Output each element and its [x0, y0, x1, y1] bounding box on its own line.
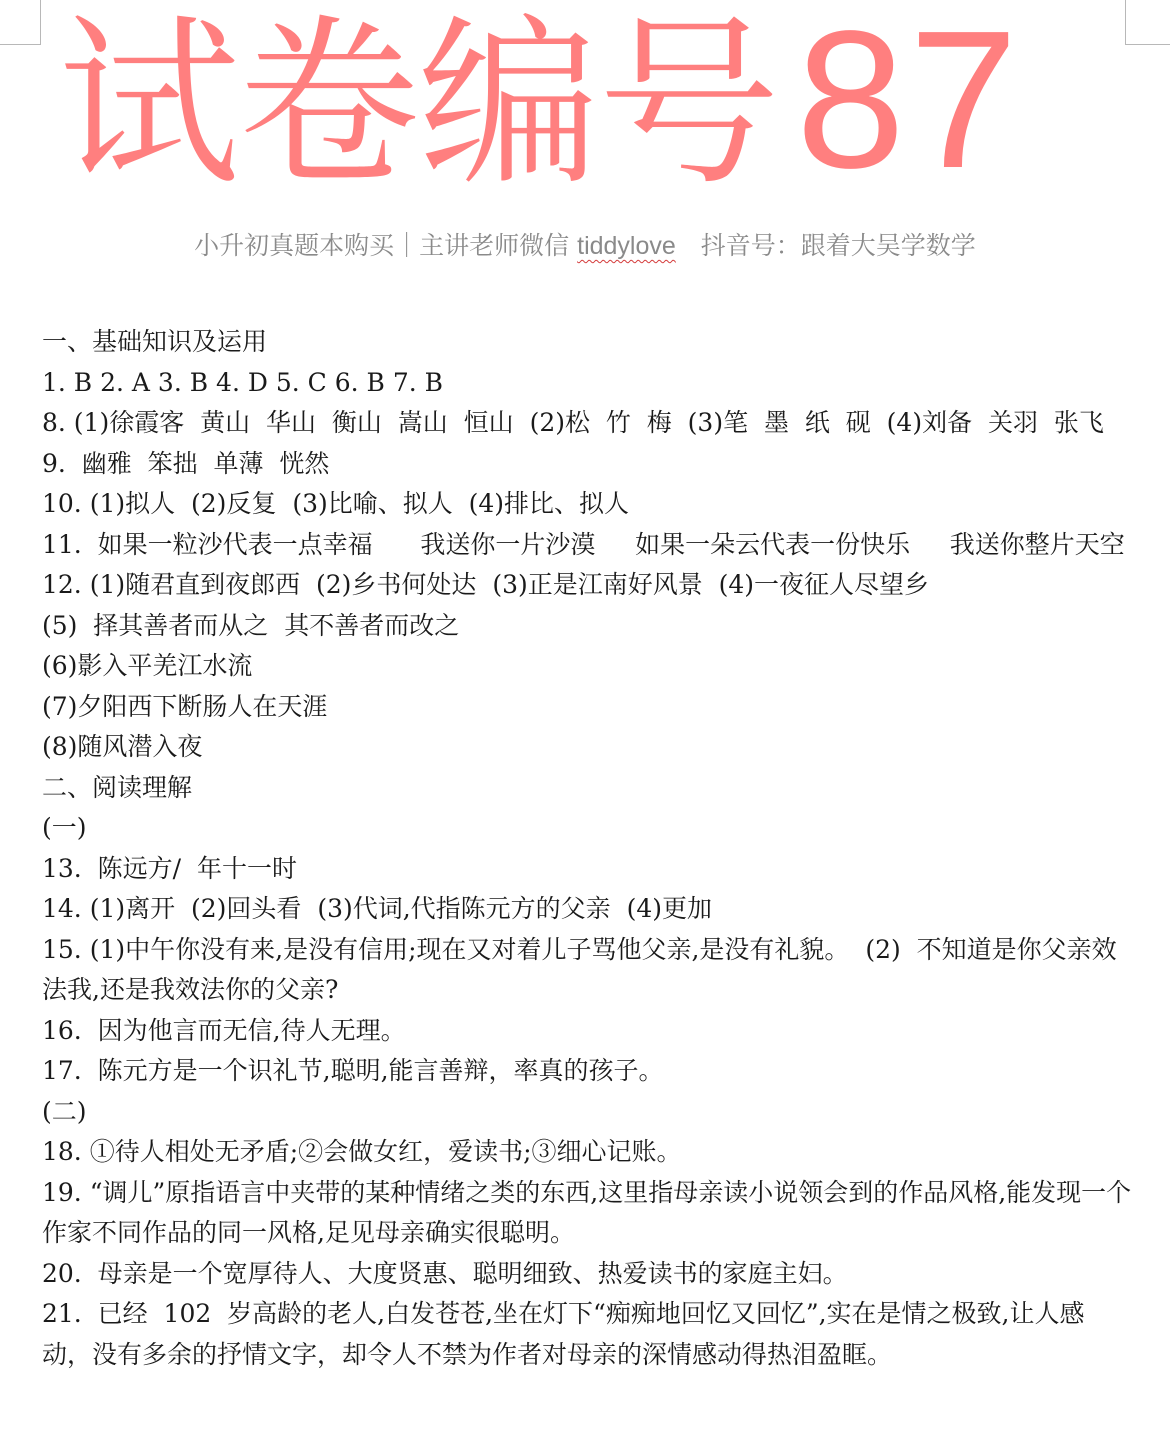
subsection-heading-1: (一)	[42, 813, 87, 842]
page-corner-mark-top-left	[0, 0, 41, 45]
promo-subtitle	[0, 226, 1170, 266]
section-heading-reading: 二、阅读理解	[42, 772, 193, 802]
answer-line-12-6: (6)影入平羌江水流	[42, 651, 253, 680]
subsection-heading-2: (二)	[42, 1096, 87, 1126]
answer-line-15: 15. (1)中午你没有来,是没有信用;现在又对着儿子骂他父亲,是没有礼貌。 (2) 不知道是你父亲效法我,还是我效法你的父亲?	[42, 934, 1117, 1004]
answer-line-18: 18. ①待人相处无矛盾;②会做女红，爱读书;③细心记账。	[42, 1137, 682, 1166]
answer-line-20: 20. 母亲是一个宽厚待人、大度贤惠、聪明细致、热爱读书的家庭主妇。	[42, 1258, 848, 1288]
wechat-id: tiddylove	[577, 232, 676, 260]
answer-line-9: 9. 幽雅 笨拙 单薄 恍然	[42, 448, 330, 478]
answer-line-21: 21. 已经 102 岁高龄的老人,白发苍苍,坐在灯下“痴痴地回忆又回忆”,实在是情之极致,让人感动，没有多余的抒情文字，却令人不禁为作者对母亲的深情感动得热泪盈眶。	[42, 1299, 1085, 1369]
answer-line-12: 12. (1)随君直到夜郎西 (2)乡书何处达 (3)正是江南好风景 (4)一夜征人尽望乡	[42, 570, 930, 599]
answer-line-11: 11. 如果一粒沙代表一点幸福 我送你一片沙漠 如果一朵云代表一份快乐 我送你整片天空	[42, 529, 1125, 559]
promo-subtitle-left: 小升初真题本购买｜主讲老师微信	[194, 231, 578, 260]
paper-number-title	[58, 0, 1138, 210]
answer-line-12-8: (8)随风潜入夜	[42, 732, 203, 761]
paper-number-value: 87	[796, 0, 1023, 209]
answer-line-12-7: (7)夕阳西下断肠人在天涯	[42, 691, 328, 721]
promo-subtitle-right: 抖音号：跟着大吴学数学	[675, 231, 976, 260]
answer-line-8: 8. (1)徐霞客 黄山 华山 衡山 嵩山 恒山 (2)松 竹 梅 (3)笔 墨 纸 砚 (4)刘备 关羽 张飞	[42, 408, 1104, 437]
answer-line-16: 16. 因为他言而无信,待人无理。	[42, 1015, 406, 1045]
answer-line-19: 19. “调儿”原指语言中夹带的某种情绪之类的东西,这里指母亲读小说领会到的作品风格,能发现一个作家不同作品的同一风格,足见母亲确实很聪明。	[42, 1177, 1132, 1247]
answer-line-14: 14. (1)离开 (2)回头看 (3)代词,代指陈元方的父亲 (4)更加	[42, 894, 712, 923]
answer-line-12-5: (5) 择其善者而从之 其不善者而改之	[42, 610, 460, 640]
answer-line-13: 13. 陈远方/ 年十一时	[42, 853, 297, 883]
answer-line-17: 17. 陈元方是一个识礼节,聪明,能言善辩，率真的孩子。	[42, 1056, 664, 1085]
answer-line-10: 10. (1)拟人 (2)反复 (3)比喻、拟人 (4)排比、拟人	[42, 489, 630, 518]
paper-number-label: 试卷编号	[58, 0, 778, 210]
section-heading-basics: 一、基础知识及运用	[42, 327, 268, 356]
answer-key	[42, 322, 1132, 1375]
answer-line-1-7: 1. B 2. A 3. B 4. D 5. C 6. B 7. B	[42, 367, 443, 397]
